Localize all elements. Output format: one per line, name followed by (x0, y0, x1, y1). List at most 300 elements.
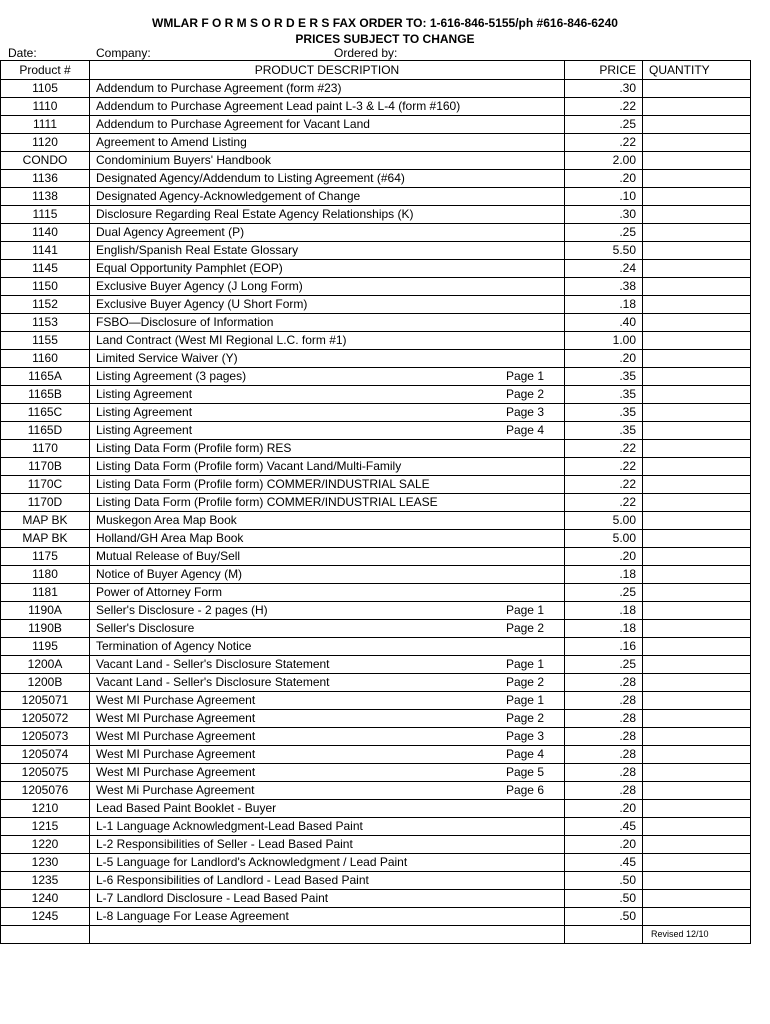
quantity-field[interactable] (643, 602, 751, 620)
quantity-field[interactable] (643, 548, 751, 566)
product-price: .30 (565, 206, 643, 224)
product-price: .16 (565, 638, 643, 656)
product-description (90, 674, 565, 692)
description-text: L-8 Language For Lease Agreement (96, 909, 289, 923)
page-label: Page 5 (505, 765, 544, 779)
description-text: Mutual Release of Buy/Sell (96, 549, 241, 563)
product-description (90, 188, 565, 206)
table-row (1, 98, 751, 116)
product-description (90, 332, 565, 350)
product-number: 1205076 (1, 782, 90, 800)
description-text: Addendum to Purchase Agreement Lead paint L-3 & L-4 (form #160) (96, 99, 461, 113)
description-text: Listing Data Form (Profile form) Vacant Land/Multi-Family (96, 459, 402, 473)
description-text: FSBO—Disclosure of Information (96, 315, 274, 329)
description-text: Listing Agreement (96, 405, 193, 419)
quantity-field[interactable] (643, 854, 751, 872)
table-row (1, 674, 751, 692)
page-label: Page 4 (505, 423, 544, 437)
product-description (90, 458, 565, 476)
product-price: .22 (565, 458, 643, 476)
product-description (90, 764, 565, 782)
quantity-field[interactable] (643, 476, 751, 494)
product-number: MAP BK (1, 530, 90, 548)
quantity-field[interactable] (643, 386, 751, 404)
quantity-field[interactable] (643, 764, 751, 782)
product-description (90, 368, 565, 386)
table-row (1, 350, 751, 368)
description-text: West Mi Purchase Agreement (96, 783, 255, 797)
product-price: .45 (565, 818, 643, 836)
form-title: WMLAR F O R M S O R D E R S FAX ORDER TO: 1-616-846-5155/ph #616-846-6240 (152, 16, 618, 30)
product-description (90, 260, 565, 278)
product-price: .18 (565, 566, 643, 584)
quantity-field[interactable] (643, 638, 751, 656)
product-description (90, 602, 565, 620)
description-text: Equal Opportunity Pamphlet (EOP) (96, 261, 283, 275)
description-text: Exclusive Buyer Agency (U Short Form) (96, 297, 308, 311)
product-price: .20 (565, 800, 643, 818)
product-number: 1165C (1, 404, 90, 422)
product-number: 1140 (1, 224, 90, 242)
product-number: 1230 (1, 854, 90, 872)
product-number: 1210 (1, 800, 90, 818)
product-description (90, 710, 565, 728)
product-number: MAP BK (1, 512, 90, 530)
product-number: 1220 (1, 836, 90, 854)
page-label: Page 2 (505, 711, 544, 725)
product-description (90, 566, 565, 584)
page-label: Page 6 (505, 783, 544, 797)
product-price: .40 (565, 314, 643, 332)
quantity-field[interactable] (643, 656, 751, 674)
description-text: L-7 Landlord Disclosure - Lead Based Paint (96, 891, 329, 905)
product-description (90, 314, 565, 332)
quantity-field[interactable] (643, 350, 751, 368)
product-price: .22 (565, 134, 643, 152)
quantity-field[interactable] (643, 332, 751, 350)
table-header-row (1, 61, 751, 80)
table-row (1, 548, 751, 566)
product-number: 1190B (1, 620, 90, 638)
description-text: Seller's Disclosure - 2 pages (H) (96, 603, 268, 617)
product-price: 1.00 (565, 332, 643, 350)
table-row (1, 440, 751, 458)
description-text: L-2 Responsibilities of Seller - Lead Based Paint (96, 837, 353, 851)
product-price: .35 (565, 422, 643, 440)
description-text: Designated Agency/Addendum to Listing Agreement (#64) (96, 171, 405, 185)
table-row (1, 80, 751, 98)
page-label: Page 3 (505, 729, 544, 743)
product-price: .35 (565, 404, 643, 422)
product-price: .28 (565, 728, 643, 746)
product-description (90, 224, 565, 242)
product-number: 1155 (1, 332, 90, 350)
table-row (1, 242, 751, 260)
quantity-field[interactable] (643, 512, 751, 530)
table-row (1, 260, 751, 278)
table-row (1, 638, 751, 656)
product-price: .28 (565, 692, 643, 710)
product-number: 1205073 (1, 728, 90, 746)
description-text: Holland/GH Area Map Book (96, 531, 244, 545)
product-description (90, 638, 565, 656)
table-footer-row (1, 926, 751, 944)
product-price: .24 (565, 260, 643, 278)
product-description (90, 512, 565, 530)
product-number: 1215 (1, 818, 90, 836)
table-row (1, 332, 751, 350)
ordered-by-label: Ordered by: (334, 46, 398, 60)
product-number: 1170C (1, 476, 90, 494)
product-number: 1145 (1, 260, 90, 278)
quantity-field[interactable] (643, 404, 751, 422)
product-description (90, 350, 565, 368)
product-price: .22 (565, 476, 643, 494)
page-label: Page 1 (505, 693, 544, 707)
product-description (90, 782, 565, 800)
description-text: West MI Purchase Agreement (96, 747, 256, 761)
product-price: .20 (565, 548, 643, 566)
product-description (90, 170, 565, 188)
product-description (90, 152, 565, 170)
quantity-field[interactable] (643, 584, 751, 602)
description-text: Disclosure Regarding Real Estate Agency Relationships (K) (96, 207, 414, 221)
description-text: Vacant Land - Seller's Disclosure Statement (96, 657, 330, 671)
product-description (90, 746, 565, 764)
table-row (1, 368, 751, 386)
description-text: Listing Data Form (Profile form) COMMER/INDUSTRIAL SALE (96, 477, 430, 491)
product-price: .25 (565, 584, 643, 602)
table-row (1, 656, 751, 674)
table-row (1, 854, 751, 872)
quantity-field[interactable] (643, 422, 751, 440)
quantity-field[interactable] (643, 836, 751, 854)
description-text: Notice of Buyer Agency (M) (96, 567, 243, 581)
product-price: .20 (565, 350, 643, 368)
description-text: Exclusive Buyer Agency (J Long Form) (96, 279, 303, 293)
description-text: Listing Agreement (96, 387, 193, 401)
product-price: .50 (565, 890, 643, 908)
product-price: 5.00 (565, 530, 643, 548)
table-row (1, 800, 751, 818)
quantity-field[interactable] (643, 170, 751, 188)
product-price: 5.50 (565, 242, 643, 260)
table-row (1, 602, 751, 620)
table-row (1, 908, 751, 926)
product-price: .22 (565, 98, 643, 116)
description-text: Listing Agreement (3 pages) (96, 369, 247, 383)
table-row (1, 746, 751, 764)
table-row (1, 134, 751, 152)
description-text: Addendum to Purchase Agreement (form #23) (96, 81, 342, 95)
quantity-field[interactable] (643, 296, 751, 314)
quantity-field[interactable] (643, 206, 751, 224)
product-price: .18 (565, 296, 643, 314)
product-description (90, 584, 565, 602)
product-description (90, 494, 565, 512)
product-number: 1245 (1, 908, 90, 926)
table-row (1, 476, 751, 494)
quantity-field[interactable] (643, 908, 751, 926)
table-row (1, 314, 751, 332)
description-text: Land Contract (West MI Regional L.C. form #1) (96, 333, 347, 347)
description-text: L-5 Language for Landlord's Acknowledgment / Lead Paint (96, 855, 408, 869)
product-price: .22 (565, 440, 643, 458)
product-number: 1153 (1, 314, 90, 332)
page-label: Page 2 (505, 387, 544, 401)
quantity-field[interactable] (643, 746, 751, 764)
description-text: Dual Agency Agreement (P) (96, 225, 245, 239)
table-row (1, 278, 751, 296)
product-description (90, 440, 565, 458)
product-number: 1175 (1, 548, 90, 566)
product-price: .20 (565, 836, 643, 854)
product-number: 1160 (1, 350, 90, 368)
table-row (1, 620, 751, 638)
product-description (90, 548, 565, 566)
product-number: 1205075 (1, 764, 90, 782)
column-header-quantity: QUANTITY (643, 61, 751, 80)
product-description (90, 872, 565, 890)
product-number: 1165A (1, 368, 90, 386)
product-description (90, 278, 565, 296)
product-description (90, 656, 565, 674)
quantity-field[interactable] (643, 458, 751, 476)
column-header-description: PRODUCT DESCRIPTION (90, 61, 565, 80)
description-text: Muskegon Area Map Book (96, 513, 237, 527)
page-label: Page 3 (505, 405, 544, 419)
table-row (1, 692, 751, 710)
product-number: 1138 (1, 188, 90, 206)
product-number: 1165B (1, 386, 90, 404)
quantity-field[interactable] (643, 710, 751, 728)
quantity-field[interactable] (643, 566, 751, 584)
product-number: CONDO (1, 152, 90, 170)
page-label: Page 2 (505, 621, 544, 635)
product-number: 1235 (1, 872, 90, 890)
product-number: 1110 (1, 98, 90, 116)
description-text: West MI Purchase Agreement (96, 693, 256, 707)
product-description (90, 818, 565, 836)
product-description (90, 296, 565, 314)
page-label: Page 1 (505, 369, 544, 383)
table-row (1, 404, 751, 422)
product-number: 1190A (1, 602, 90, 620)
product-price: .28 (565, 782, 643, 800)
column-header-product-number: Product # (1, 61, 90, 80)
product-description (90, 530, 565, 548)
quantity-field[interactable] (643, 728, 751, 746)
product-description (90, 242, 565, 260)
date-label: Date: (8, 46, 37, 60)
quantity-field[interactable] (643, 692, 751, 710)
product-number: 1200A (1, 656, 90, 674)
quantity-field[interactable] (643, 368, 751, 386)
description-text: Limited Service Waiver (Y) (96, 351, 238, 365)
table-row (1, 296, 751, 314)
product-description (90, 206, 565, 224)
quantity-field[interactable] (643, 278, 751, 296)
description-text: Listing Data Form (Profile form) RES (96, 441, 292, 455)
table-row (1, 224, 751, 242)
product-number: 1200B (1, 674, 90, 692)
product-description (90, 386, 565, 404)
product-price: .22 (565, 494, 643, 512)
footer-cell (565, 926, 643, 944)
table-row (1, 386, 751, 404)
product-description (90, 80, 565, 98)
quantity-field[interactable] (643, 152, 751, 170)
table-row (1, 836, 751, 854)
revised-date: Revised 12/10 (643, 926, 751, 944)
order-form-table (0, 60, 751, 944)
product-description (90, 836, 565, 854)
quantity-field[interactable] (643, 674, 751, 692)
description-text: Vacant Land - Seller's Disclosure Statement (96, 675, 330, 689)
product-number: 1165D (1, 422, 90, 440)
product-price: .25 (565, 116, 643, 134)
product-price: .50 (565, 872, 643, 890)
description-text: West MI Purchase Agreement (96, 729, 256, 743)
page-label: Page 4 (505, 747, 544, 761)
product-description (90, 908, 565, 926)
description-text: West MI Purchase Agreement (96, 765, 256, 779)
description-text: Agreement to Amend Listing (96, 135, 247, 149)
product-number: 1120 (1, 134, 90, 152)
product-price: .30 (565, 80, 643, 98)
company-label: Company: (96, 46, 151, 60)
product-price: 5.00 (565, 512, 643, 530)
quantity-field[interactable] (643, 494, 751, 512)
quantity-field[interactable] (643, 224, 751, 242)
product-description (90, 728, 565, 746)
quantity-field[interactable] (643, 98, 751, 116)
quantity-field[interactable] (643, 260, 751, 278)
product-description (90, 116, 565, 134)
table-row (1, 530, 751, 548)
product-number: 1240 (1, 890, 90, 908)
product-description (90, 476, 565, 494)
description-text: Designated Agency-Acknowledgement of Change (96, 189, 361, 203)
table-row (1, 170, 751, 188)
product-number: 1150 (1, 278, 90, 296)
product-number: 1115 (1, 206, 90, 224)
product-number: 1111 (1, 116, 90, 134)
product-number: 1136 (1, 170, 90, 188)
product-number: 1141 (1, 242, 90, 260)
description-text: Seller's Disclosure (96, 621, 195, 635)
description-text: English/Spanish Real Estate Glossary (96, 243, 299, 257)
product-description (90, 800, 565, 818)
product-description (90, 692, 565, 710)
product-number: 1205074 (1, 746, 90, 764)
product-price: .18 (565, 620, 643, 638)
product-description (90, 404, 565, 422)
description-text: Condominium Buyers' Handbook (96, 153, 272, 167)
product-price: .28 (565, 710, 643, 728)
product-description (90, 98, 565, 116)
quantity-field[interactable] (643, 134, 751, 152)
product-description (90, 134, 565, 152)
quantity-field[interactable] (643, 818, 751, 836)
product-price: .25 (565, 656, 643, 674)
column-header-price: PRICE (565, 61, 643, 80)
product-description (90, 422, 565, 440)
description-text: Termination of Agency Notice (96, 639, 252, 653)
product-number: 1152 (1, 296, 90, 314)
product-number: 1205071 (1, 692, 90, 710)
table-row (1, 188, 751, 206)
product-description (90, 890, 565, 908)
quantity-field[interactable] (643, 314, 751, 332)
quantity-field[interactable] (643, 116, 751, 134)
product-number: 1170D (1, 494, 90, 512)
description-text: Addendum to Purchase Agreement for Vacant Land (96, 117, 370, 131)
quantity-field[interactable] (643, 530, 751, 548)
product-price: .10 (565, 188, 643, 206)
product-price: .25 (565, 224, 643, 242)
description-text: West MI Purchase Agreement (96, 711, 256, 725)
quantity-field[interactable] (643, 188, 751, 206)
product-number: 1180 (1, 566, 90, 584)
page-label: Page 1 (505, 603, 544, 617)
table-row (1, 512, 751, 530)
product-price: .38 (565, 278, 643, 296)
table-row (1, 584, 751, 602)
table-row (1, 152, 751, 170)
product-price: .45 (565, 854, 643, 872)
quantity-field[interactable] (643, 80, 751, 98)
product-number: 1205072 (1, 710, 90, 728)
footer-cell (90, 926, 565, 944)
quantity-field[interactable] (643, 782, 751, 800)
product-price: 2.00 (565, 152, 643, 170)
quantity-field[interactable] (643, 800, 751, 818)
description-text: Listing Data Form (Profile form) COMMER/INDUSTRIAL LEASE (96, 495, 438, 509)
description-text: Listing Agreement (96, 423, 193, 437)
quantity-field[interactable] (643, 890, 751, 908)
product-price: .28 (565, 764, 643, 782)
quantity-field[interactable] (643, 440, 751, 458)
table-row (1, 566, 751, 584)
product-price: .28 (565, 674, 643, 692)
page-label: Page 2 (505, 675, 544, 689)
product-price: .35 (565, 368, 643, 386)
product-number: 1170B (1, 458, 90, 476)
description-text: Power of Attorney Form (96, 585, 223, 599)
product-number: 1105 (1, 80, 90, 98)
table-row (1, 206, 751, 224)
product-price: .18 (565, 602, 643, 620)
table-row (1, 728, 751, 746)
table-row (1, 764, 751, 782)
product-number: 1181 (1, 584, 90, 602)
quantity-field[interactable] (643, 620, 751, 638)
product-price: .35 (565, 386, 643, 404)
table-row (1, 494, 751, 512)
product-price: .50 (565, 908, 643, 926)
table-row (1, 782, 751, 800)
footer-cell (1, 926, 90, 944)
table-row (1, 872, 751, 890)
product-price: .20 (565, 170, 643, 188)
table-row (1, 422, 751, 440)
quantity-field[interactable] (643, 242, 751, 260)
description-text: L-6 Responsibilities of Landlord - Lead Based Paint (96, 873, 369, 887)
table-row (1, 890, 751, 908)
quantity-field[interactable] (643, 872, 751, 890)
table-row (1, 458, 751, 476)
